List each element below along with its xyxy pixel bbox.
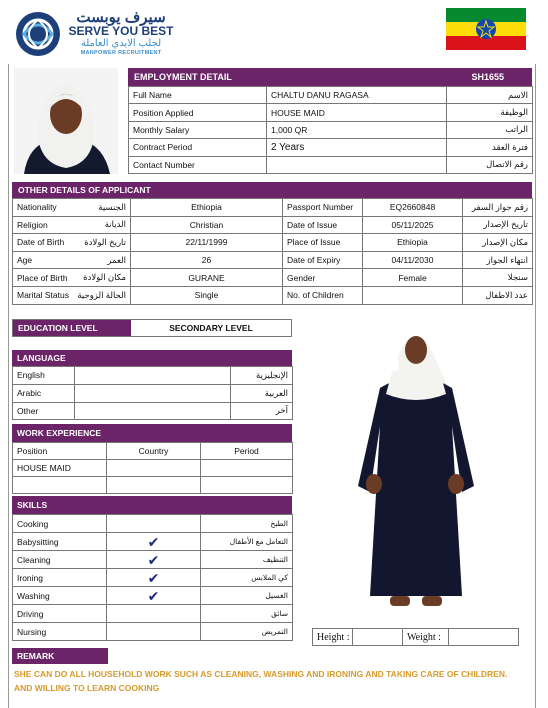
employment-value: 1,000 QR xyxy=(267,121,447,138)
skill-name-arabic: التمريض xyxy=(201,623,293,641)
applicant-full-body-photo xyxy=(312,316,520,616)
skill-name-arabic: سائق xyxy=(201,605,293,623)
checkmark-icon: ✔ xyxy=(147,569,160,586)
work-experience-table xyxy=(12,442,292,494)
employment-label: Monthly Salary xyxy=(129,121,267,138)
employment-row xyxy=(129,104,533,121)
other-label-arabic: الحالة الزوجية xyxy=(69,286,131,304)
other-value: 26 xyxy=(131,251,283,269)
other-label-right-arabic: انتهاء الجواز xyxy=(463,251,533,269)
other-label: Religion xyxy=(13,216,69,234)
work-experience-cell xyxy=(107,477,201,494)
skill-name-arabic: التنظيف xyxy=(201,551,293,569)
employment-row xyxy=(129,121,533,138)
language-name-arabic: العربية xyxy=(231,384,293,402)
language-table xyxy=(12,366,292,420)
skill-check-cell xyxy=(107,569,201,587)
language-row xyxy=(13,384,293,402)
employment-label: Full Name xyxy=(129,87,267,104)
skill-name-arabic: الغسيل xyxy=(201,587,293,605)
skill-name: Cleaning xyxy=(13,551,107,569)
language-row xyxy=(13,402,293,420)
other-value: Ethiopia xyxy=(131,199,283,217)
work-experience-header-row xyxy=(13,443,293,460)
checkmark-icon: ✔ xyxy=(147,587,160,604)
skill-check-cell xyxy=(107,551,201,569)
employment-label-arabic: الراتب xyxy=(447,121,533,138)
brand-english: SERVE YOU BEST xyxy=(68,24,174,38)
employment-label: Contact Number xyxy=(129,156,267,173)
language-name: Arabic xyxy=(13,384,75,402)
other-label: Place of Birth xyxy=(13,269,69,287)
weight-value xyxy=(449,629,519,646)
other-label-right-arabic: عدد الاطفال xyxy=(463,286,533,304)
employment-value: CHALTU DANU RAGASA xyxy=(267,87,447,104)
tagline-english: MANPOWER RECRUITMENT xyxy=(80,50,162,56)
other-details-row xyxy=(13,251,533,269)
ethiopia-flag xyxy=(446,8,526,50)
other-label-right: Place of Issue xyxy=(283,234,363,252)
skill-check-cell xyxy=(107,533,201,551)
brand-arabic: سيرف يوبست xyxy=(76,9,166,26)
employment-value xyxy=(267,156,447,173)
skill-row xyxy=(13,587,293,605)
employment-value: 2 Years xyxy=(267,139,447,156)
skill-check-cell xyxy=(107,515,201,533)
skill-row xyxy=(13,515,293,533)
logo-emblem-icon xyxy=(14,10,62,58)
checkmark-icon: ✔ xyxy=(147,551,160,568)
other-label-right-arabic: تاريخ الإصدار xyxy=(463,216,533,234)
education-level-value: SECONDARY LEVEL xyxy=(169,323,253,333)
work-experience-header: WORK EXPERIENCE xyxy=(12,424,292,442)
other-value: 22/11/1999 xyxy=(131,234,283,252)
work-experience-cell xyxy=(13,477,107,494)
work-column-header: Position xyxy=(13,443,107,460)
skill-row xyxy=(13,533,293,551)
language-name-arabic: الإنجليزية xyxy=(231,367,293,385)
other-label-right-arabic: سنجلا xyxy=(463,269,533,287)
company-logo xyxy=(14,8,174,58)
skill-name: Babysitting xyxy=(13,533,107,551)
work-column-header: Country xyxy=(107,443,201,460)
work-experience-row xyxy=(13,477,293,494)
other-label: Age xyxy=(13,251,69,269)
other-value-right xyxy=(363,286,463,304)
other-label-arabic: العمر xyxy=(69,251,131,269)
work-experience-row xyxy=(13,460,293,477)
employment-row xyxy=(129,156,533,173)
work-experience-cell xyxy=(201,460,293,477)
skill-name-arabic: التعامل مع الأطفال xyxy=(201,533,293,551)
employment-detail-table xyxy=(128,86,532,174)
other-label: Nationality xyxy=(13,199,69,217)
other-value-right: EQ2660848 xyxy=(363,199,463,217)
other-details-title: OTHER DETAILS OF APPLICANT xyxy=(18,185,151,195)
tagline-arabic: لجلب الايدي العاملة xyxy=(80,38,162,49)
other-value: Christian xyxy=(131,216,283,234)
other-value-right: 05/11/2025 xyxy=(363,216,463,234)
skill-check-cell xyxy=(107,605,201,623)
language-row xyxy=(13,367,293,385)
language-level xyxy=(75,402,231,420)
other-label-right: Date of Issue xyxy=(283,216,363,234)
skill-name: Driving xyxy=(13,605,107,623)
employment-label-arabic: الوظيفة xyxy=(447,104,533,121)
other-value-right: 04/11/2030 xyxy=(363,251,463,269)
other-label-right: Gender xyxy=(283,269,363,287)
skill-row xyxy=(13,569,293,587)
other-label-right: No. of Children xyxy=(283,286,363,304)
other-label-arabic: مكان الولادة xyxy=(69,269,131,287)
other-label-right-arabic: رقم جواز السفر xyxy=(463,199,533,217)
other-details-row xyxy=(13,216,533,234)
employment-detail-title: EMPLOYMENT DETAIL xyxy=(134,72,232,82)
flag-emblem-icon xyxy=(475,18,497,40)
education-level-row xyxy=(12,319,292,337)
height-weight-row xyxy=(312,628,518,646)
skill-name: Ironing xyxy=(13,569,107,587)
other-label-right: Passport Number xyxy=(283,199,363,217)
remark-text: SHE CAN DO ALL HOUSEHOLD WORK SUCH AS CLEANING, WASHING AND IRONING AND TAKING CARE OF CHILDREN. AND WILLING TO LEARN COOKING xyxy=(14,669,508,693)
other-details-row xyxy=(13,286,533,304)
work-experience-cell xyxy=(201,477,293,494)
skill-row xyxy=(13,623,293,641)
other-label: Marital Status xyxy=(13,286,69,304)
remark-header: REMARK xyxy=(12,648,108,664)
employment-label-arabic: الاسم xyxy=(447,87,533,104)
language-header: LANGUAGE xyxy=(12,350,292,366)
other-details-row xyxy=(13,269,533,287)
other-label-arabic: الديانة xyxy=(69,216,131,234)
skill-check-cell xyxy=(107,587,201,605)
employment-label: Position Applied xyxy=(129,104,267,121)
skill-name-arabic: كي الملابس xyxy=(201,569,293,587)
checkmark-icon: ✔ xyxy=(147,533,160,550)
skill-row xyxy=(13,551,293,569)
weight-label: Weight : xyxy=(403,629,449,646)
skill-name: Cooking xyxy=(13,515,107,533)
other-details-header xyxy=(12,182,532,198)
other-value-right: Female xyxy=(363,269,463,287)
employment-label-arabic: فترة العقد xyxy=(447,139,533,156)
other-label-right: Date of Expiry xyxy=(283,251,363,269)
skill-check-cell xyxy=(107,623,201,641)
other-label-right-arabic: مكان الإصدار xyxy=(463,234,533,252)
other-details-row xyxy=(13,234,533,252)
height-value xyxy=(353,629,403,646)
language-name: Other xyxy=(13,402,75,420)
other-label-arabic: تاريخ الولادة xyxy=(69,234,131,252)
language-level xyxy=(75,384,231,402)
skills-header: SKILLS xyxy=(12,496,292,514)
other-value-right: Ethiopia xyxy=(363,234,463,252)
skills-table xyxy=(12,514,292,641)
language-name: English xyxy=(13,367,75,385)
other-value: Single xyxy=(131,286,283,304)
applicant-portrait-photo xyxy=(14,68,118,174)
education-level-label: EDUCATION LEVEL xyxy=(13,320,131,336)
height-label: Height : xyxy=(313,629,353,646)
other-details-row xyxy=(13,199,533,217)
employment-value: HOUSE MAID xyxy=(267,104,447,121)
skill-name: Washing xyxy=(13,587,107,605)
employment-row xyxy=(129,139,533,156)
employment-row xyxy=(129,87,533,104)
skill-name-arabic: الطبخ xyxy=(201,515,293,533)
skill-row xyxy=(13,605,293,623)
employment-label-arabic: رقم الاتصال xyxy=(447,156,533,173)
other-value: GURANE xyxy=(131,269,283,287)
language-level xyxy=(75,367,231,385)
other-details-table xyxy=(12,198,532,305)
work-experience-cell: HOUSE MAID xyxy=(13,460,107,477)
other-label: Date of Birth xyxy=(13,234,69,252)
language-name-arabic: آخر xyxy=(231,402,293,420)
skill-name: Nursing xyxy=(13,623,107,641)
other-label-arabic: الجنسية xyxy=(69,199,131,217)
reference-number: SH1655 xyxy=(471,72,504,82)
employment-label: Contract Period xyxy=(129,139,267,156)
work-experience-cell xyxy=(107,460,201,477)
work-column-header: Period xyxy=(201,443,293,460)
employment-detail-header xyxy=(128,68,532,86)
